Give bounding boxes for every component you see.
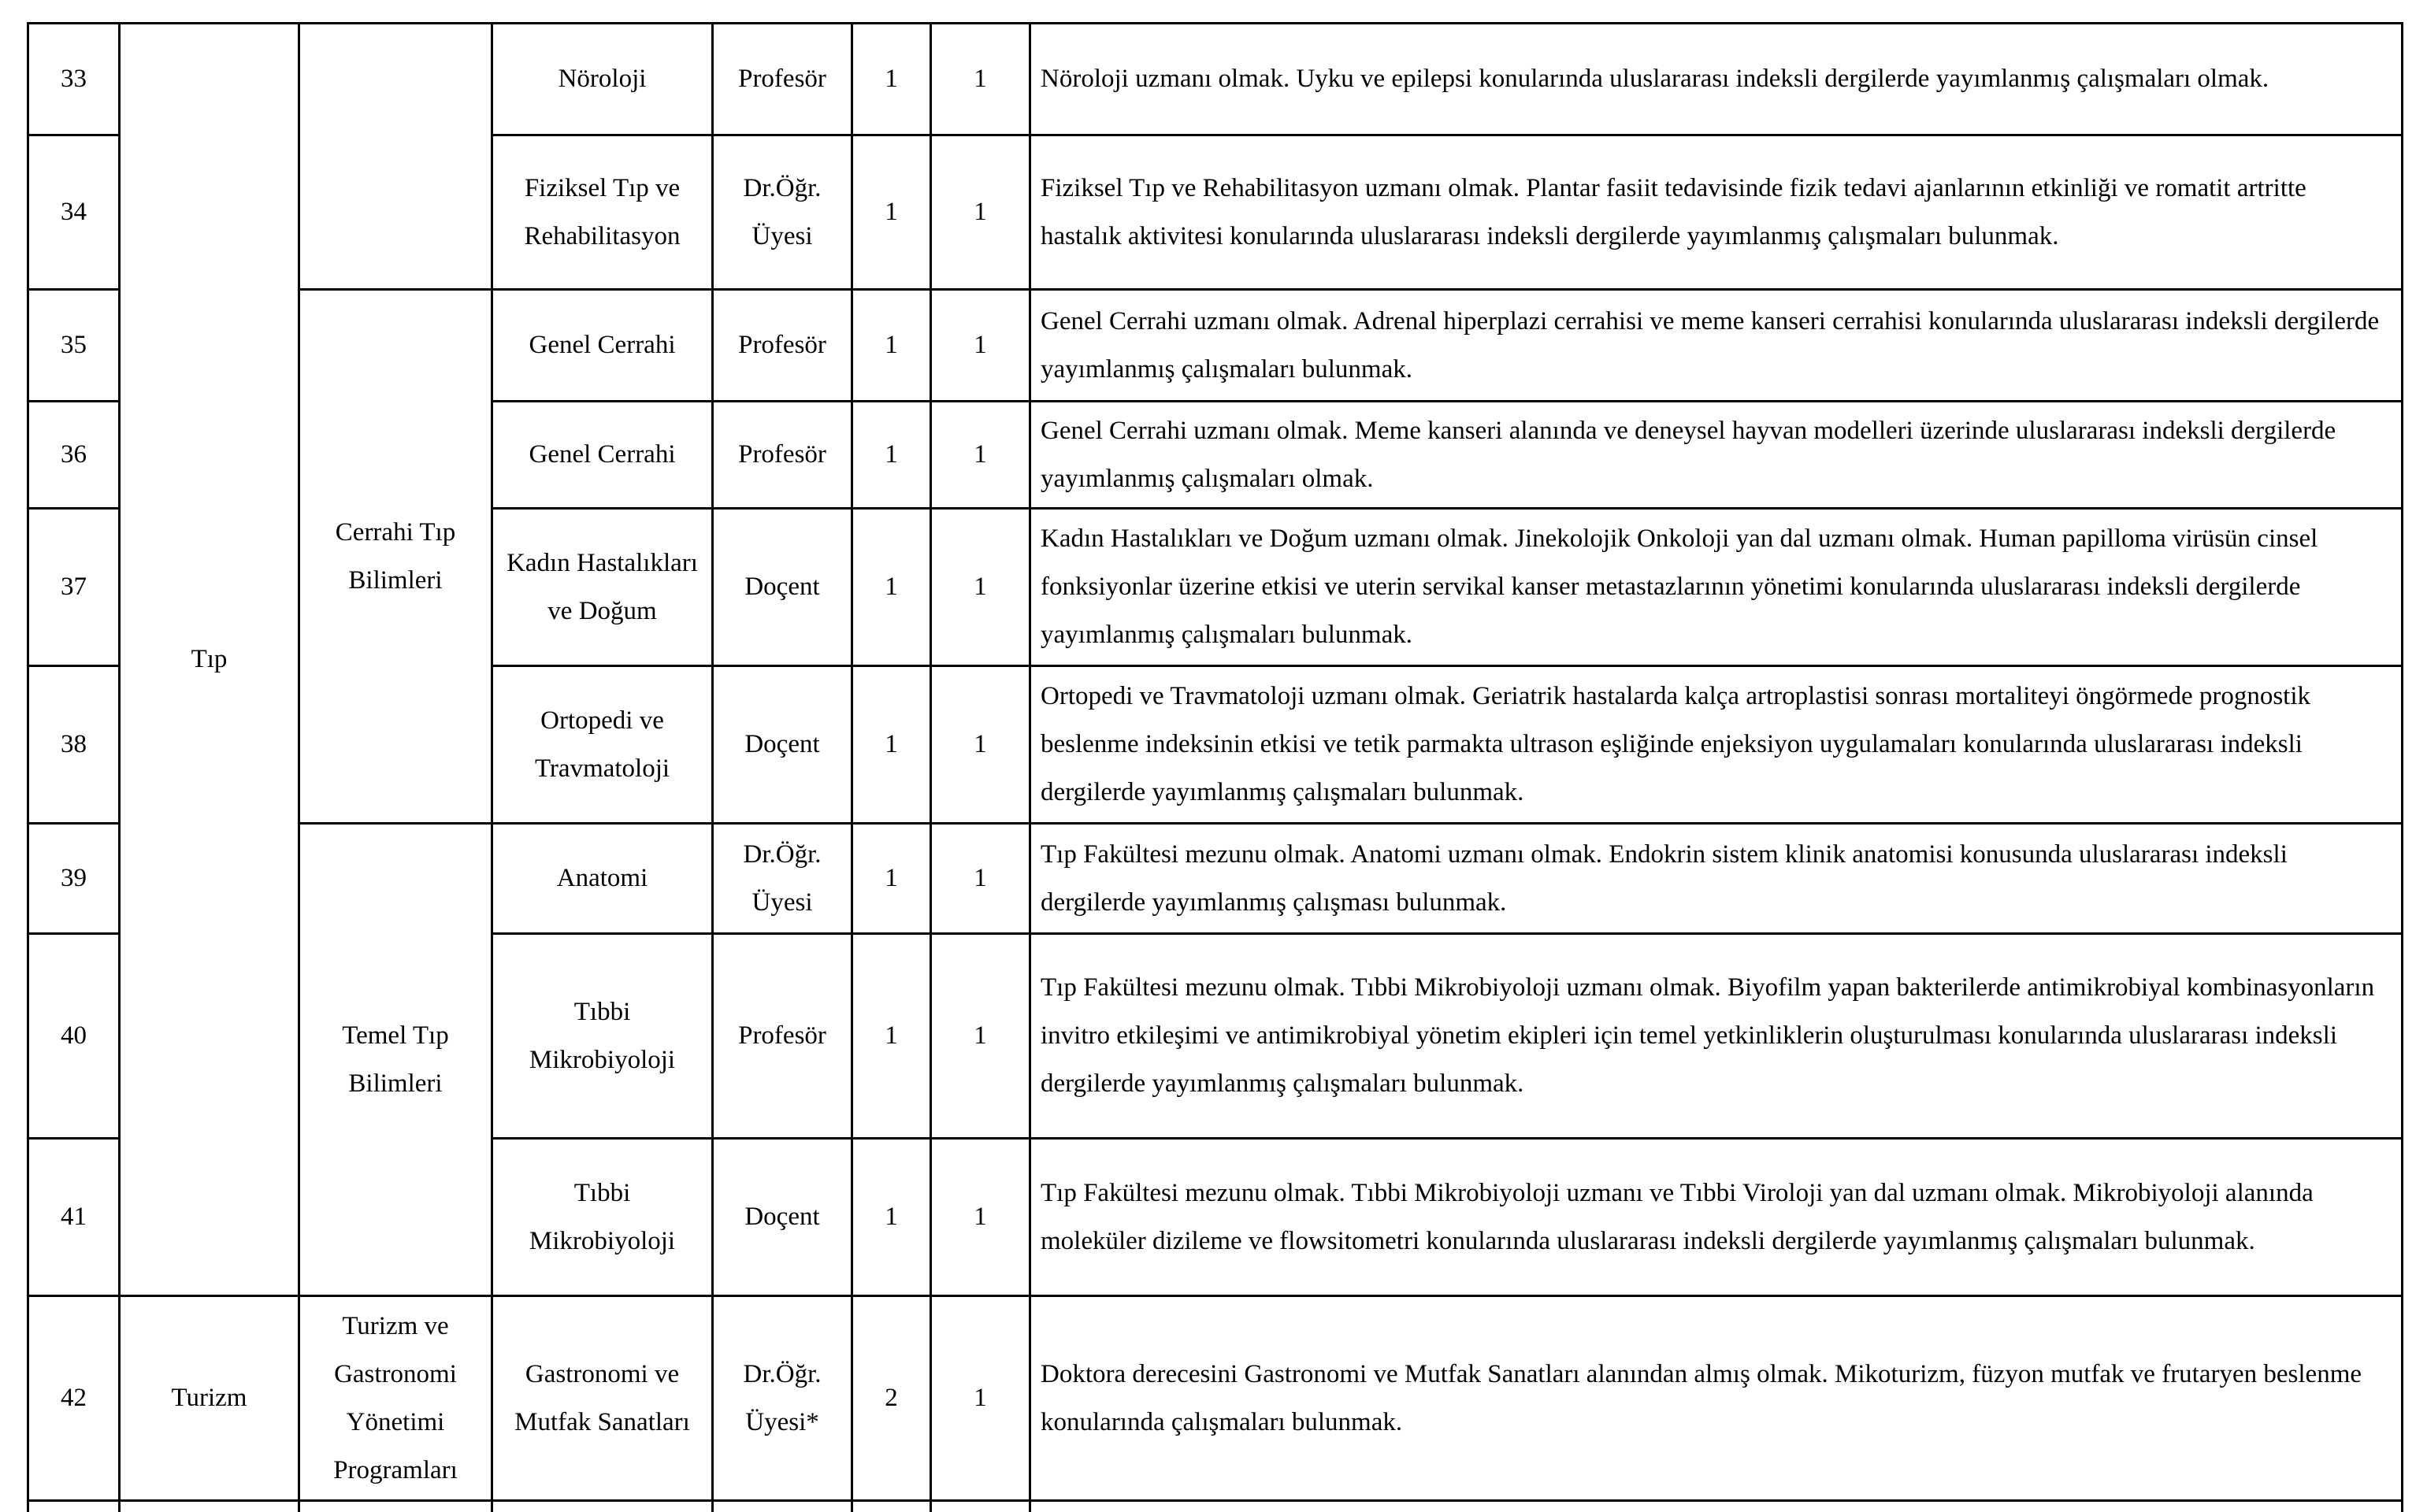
empty-cell [852,1501,931,1512]
quota-cell: 1 [852,135,931,290]
empty-cell [492,1501,713,1512]
faculty-cell: Turizm [120,1296,299,1501]
row-number-cell: 33 [28,24,120,135]
empty-cell [1030,1501,2403,1512]
row-number-cell: 41 [28,1139,120,1296]
row-number-cell: 38 [28,666,120,824]
count-cell: 1 [931,1296,1030,1501]
count-cell: 1 [931,135,1030,290]
program-cell: Nöroloji [492,24,713,135]
requirement-cell: Kadın Hastalıkları ve Doğum uzmanı olmak. Jinekolojik Onkoloji yan dal uzmanı olmak. Human papilloma virüsün cinsel fonksiyonlar üzerine etkisi ve uterin servikal kanser metastazlarının yönetimi konularında uluslararası indeksli dergilerde yayımlanmış çalışmaları bulunmak. [1030,509,2403,666]
title-cell: Profesör [713,934,852,1139]
count-cell: 1 [931,509,1030,666]
table-row [28,290,2403,402]
row-number-cell: 35 [28,290,120,402]
quota-cell: 1 [852,402,931,509]
title-cell: Dr.Öğr. Üyesi [713,824,852,934]
quota-cell: 1 [852,934,931,1139]
requirement-cell: Doktora derecesini Gastronomi ve Mutfak Sanatları alanından almış olmak. Mikoturizm, füzyon mutfak ve frutaryen beslenme konularında çalışmaları bulunmak. [1030,1296,2403,1501]
title-cell: Dr.Öğr. Üyesi* [713,1296,852,1501]
requirement-cell: Tıp Fakültesi mezunu olmak. Anatomi uzmanı olmak. Endokrin sistem klinik anatomisi konusunda uluslararası indeksli dergilerde yayımlanmış çalışması bulunmak. [1030,824,2403,934]
title-cell: Dr.Öğr. Üyesi [713,135,852,290]
title-cell: Doçent [713,666,852,824]
table-row [28,1296,2403,1501]
row-number-cell: 34 [28,135,120,290]
count-cell: 1 [931,24,1030,135]
count-cell: 1 [931,824,1030,934]
quota-cell: 2 [852,1296,931,1501]
program-cell: Anatomi [492,824,713,934]
title-cell: Doçent [713,1139,852,1296]
requirement-cell: Tıp Fakültesi mezunu olmak. Tıbbi Mikrobiyoloji uzmanı olmak. Biyofilm yapan bakterilerde antimikrobiyal kombinasyonların invitro etkileşimi ve antimikrobiyal yönetim ekipleri için temel yetkinliklerin oluşturulması konularında uluslararası indeksli dergilerde yayımlanmış çalışmaları bulunmak. [1030,934,2403,1139]
title-cell: Doçent [713,509,852,666]
empty-cell [28,1501,120,1512]
quota-cell: 1 [852,290,931,402]
program-cell: Tıbbi Mikrobiyoloji [492,1139,713,1296]
title-cell: Profesör [713,24,852,135]
count-cell: 1 [931,1139,1030,1296]
quota-cell: 1 [852,824,931,934]
quota-cell: 1 [852,24,931,135]
department-cell: Turizm ve Gastronomi Yönetimi Programları [299,1296,492,1501]
row-number-cell: 37 [28,509,120,666]
row-number-cell: 42 [28,1296,120,1501]
count-cell: 1 [931,666,1030,824]
quota-cell: 1 [852,666,931,824]
table-row-partial [28,1501,2403,1512]
department-cell: Cerrahi Tıp Bilimleri [299,290,492,824]
program-cell: Ortopedi ve Travmatoloji [492,666,713,824]
department-cell: Temel Tıp Bilimleri [299,824,492,1296]
count-cell: 1 [931,402,1030,509]
requirement-cell: Genel Cerrahi uzmanı olmak. Adrenal hiperplazi cerrahisi ve meme kanseri cerrahisi konularında uluslararası indeksli dergilerde yayımlanmış çalışmaları bulunmak. [1030,290,2403,402]
empty-cell [120,1501,299,1512]
program-cell: Gastronomi ve Mutfak Sanatları [492,1296,713,1501]
row-number-cell: 40 [28,934,120,1139]
count-cell: 1 [931,934,1030,1139]
faculty-cell: Tıp [120,24,299,1296]
empty-cell [299,1501,492,1512]
count-cell: 1 [931,290,1030,402]
row-number-cell: 39 [28,824,120,934]
program-cell: Tıbbi Mikrobiyoloji [492,934,713,1139]
quota-cell: 1 [852,1139,931,1296]
program-cell: Genel Cerrahi [492,402,713,509]
requirement-cell: Tıp Fakültesi mezunu olmak. Tıbbi Mikrobiyoloji uzmanı ve Tıbbi Viroloji yan dal uzmanı olmak. Mikrobiyoloji alanında moleküler dizileme ve flowsitometri konularında uluslararası indeksli dergilerde yayımlanmış çalışmaları bulunmak. [1030,1139,2403,1296]
program-cell: Fiziksel Tıp ve Rehabilitasyon [492,135,713,290]
empty-cell [931,1501,1030,1512]
title-cell: Profesör [713,402,852,509]
row-number-cell: 36 [28,402,120,509]
requirement-cell: Ortopedi ve Travmatoloji uzmanı olmak. Geriatrik hastalarda kalça artroplastisi sonrası mortaliteyi öngörmede prognostik beslenme indeksinin etkisi ve tetik parmakta ultrason eşliğinde enjeksiyon uygulamaları konularında uluslararası indeksli dergilerde yayımlanmış çalışmaları bulunmak. [1030,666,2403,824]
vacancy-table [27,22,2403,1512]
table-row [28,24,2403,135]
requirement-cell: Nöroloji uzmanı olmak. Uyku ve epilepsi konularında uluslararası indeksli dergilerde yayımlanmış çalışmaları olmak. [1030,24,2403,135]
table-row [28,824,2403,934]
department-cell [299,24,492,290]
requirement-cell: Genel Cerrahi uzmanı olmak. Meme kanseri alanında ve deneysel hayvan modelleri üzerinde uluslararası indeksli dergilerde yayımlanmış çalışmaları olmak. [1030,402,2403,509]
empty-cell [713,1501,852,1512]
requirement-cell: Fiziksel Tıp ve Rehabilitasyon uzmanı olmak. Plantar fasiit tedavisinde fizik tedavi ajanlarının etkinliği ve romatit artritte hastalık aktivitesi konularında uluslararası indeksli dergilerde yayımlanmış çalışmaları bulunmak. [1030,135,2403,290]
title-cell: Profesör [713,290,852,402]
quota-cell: 1 [852,509,931,666]
program-cell: Genel Cerrahi [492,290,713,402]
program-cell: Kadın Hastalıkları ve Doğum [492,509,713,666]
